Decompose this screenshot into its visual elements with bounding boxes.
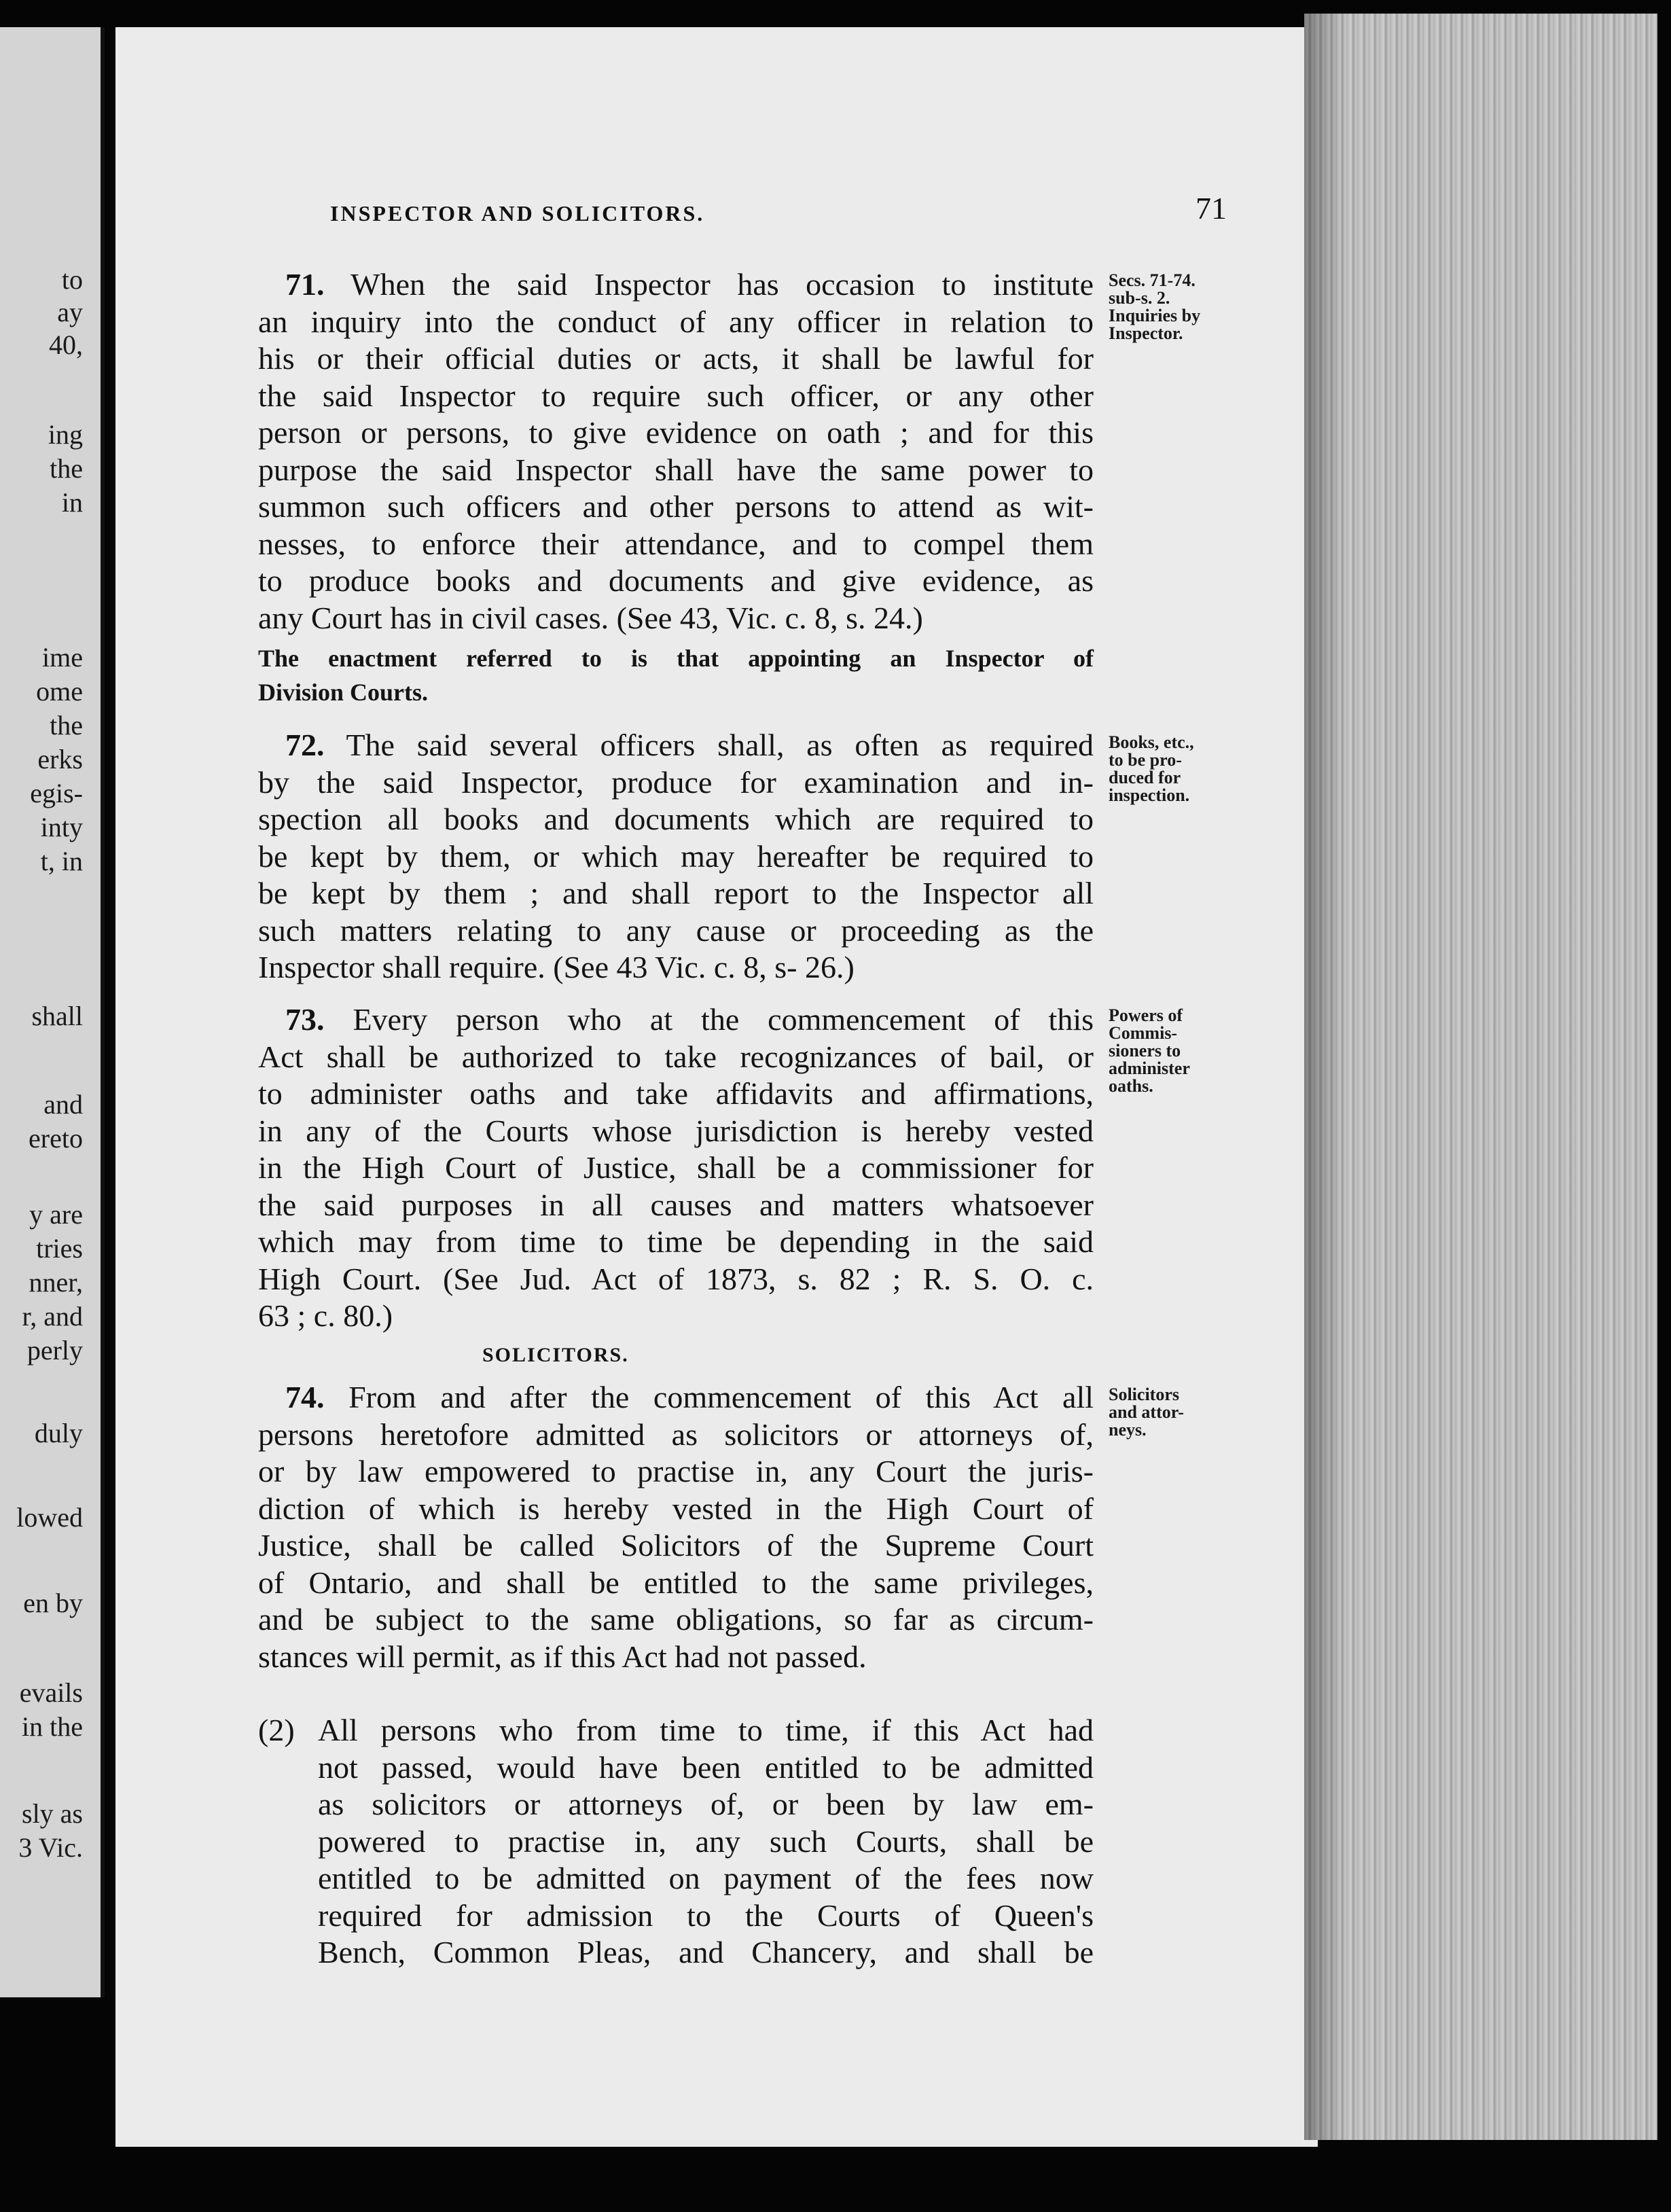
text-line: be kept by them, or which may hereafter be required to	[258, 838, 1094, 874]
text-line: persons heretofore admitted as solicitors or attorneys of,	[258, 1416, 1094, 1452]
left-page-fragment: r, and	[22, 1301, 83, 1332]
margin-note-line: to be pro-	[1109, 750, 1182, 770]
section-number: 71.	[285, 267, 325, 302]
section-number: 73.	[285, 1002, 325, 1037]
text-line: 63 ; c. 80.)	[258, 1298, 393, 1333]
text-line	[258, 1712, 1094, 1749]
left-page-fragment: tries	[36, 1233, 83, 1264]
text-line: summon such officers and other persons to attend as wit-	[258, 489, 1094, 524]
text-line: Bench, Common Pleas, and Chancery, and shall be	[318, 1935, 1094, 1969]
text-line: an inquiry into the conduct of any officer in relation to	[258, 304, 1094, 339]
margin-note-line: sioners to	[1109, 1041, 1181, 1060]
left-page-fragment: nner,	[29, 1267, 83, 1298]
margin-note-line: Books, etc.,	[1109, 732, 1194, 752]
left-page-fragment: in the	[22, 1711, 83, 1742]
text-line: stances will permit, as if this Act had not passed.	[258, 1639, 867, 1674]
note-line: Division Courts.	[258, 679, 429, 706]
text-line: required for admission to the Courts of Queen's	[318, 1897, 1094, 1933]
text-line: as solicitors or attorneys of, or been by law em-	[318, 1787, 1094, 1821]
text-line: by the said Inspector, produce for examination and in-	[258, 764, 1094, 800]
margin-note-line: Powers of	[1109, 1005, 1183, 1025]
left-page-fragment: the	[50, 453, 83, 484]
text-line: powered to practise in, any such Courts, shall be	[318, 1823, 1094, 1859]
text-line	[258, 727, 1094, 764]
margin-note-74	[1109, 1386, 1244, 1439]
text-line: spection all books and documents which are required to	[258, 802, 1094, 836]
text-line: Act shall be authorized to take recognizances of bail, or	[258, 1039, 1094, 1074]
left-page-fragment: erks	[37, 744, 83, 774]
margin-note-line: neys.	[1109, 1420, 1147, 1440]
margin-note-line: Inspector.	[1109, 323, 1183, 343]
text-line: which may from time to time be depending in the said	[258, 1224, 1094, 1259]
page-number: 71	[1196, 191, 1227, 226]
margin-note-line: oaths.	[1109, 1076, 1153, 1096]
subsection-number: (2)	[258, 1713, 295, 1747]
left-page-fragment: evails	[19, 1677, 83, 1708]
document-page	[115, 27, 1318, 2147]
left-page-fragment: to	[61, 264, 83, 295]
text-line: Justice, shall be called Solicitors of the Supreme Court	[258, 1528, 1094, 1563]
left-page-fragment: sly as	[22, 1798, 83, 1829]
left-page-fragment: 3 Vic.	[18, 1832, 83, 1863]
text-line-content: Every person who at the commencement of this	[353, 1002, 1094, 1037]
text-line-content: When the said Inspector has occasion to institute	[351, 267, 1094, 302]
text-line-content: The said several officers shall, as often as required	[346, 728, 1094, 762]
margin-note-line: and attor-	[1109, 1402, 1184, 1422]
left-page-fragment: perly	[26, 1335, 83, 1366]
text-line: nesses, to enforce their attendance, and to compel them	[258, 526, 1094, 561]
text-line	[258, 266, 1094, 304]
text-line: purpose the said Inspector shall have the same power to	[258, 452, 1094, 487]
text-line: diction of which is hereby vested in the High Court of	[258, 1491, 1094, 1526]
margin-note-line: Inquiries by	[1109, 306, 1201, 325]
text-line: Inspector shall require. (See 43 Vic. c. 8, s- 26.)	[258, 950, 855, 984]
note-line: The enactment referred to is that appointing an Inspector of	[258, 645, 1094, 672]
margin-note-73	[1109, 1007, 1244, 1095]
text-line: any Court has in civil cases. (See 43, Vic. c. 8, s. 24.)	[258, 600, 923, 635]
section-72	[258, 727, 1094, 986]
left-page-fragment: ay	[57, 297, 83, 327]
text-line: the said purposes in all causes and matters whatsoever	[258, 1187, 1094, 1222]
section-number: 74.	[285, 1380, 325, 1414]
text-line-content: All persons who from time to time, if this Act had	[318, 1713, 1094, 1747]
margin-note-line: inspection.	[1109, 785, 1190, 805]
text-line: be kept by them ; and shall report to the Inspector all	[258, 876, 1094, 910]
left-page-fragment: ereto	[29, 1123, 83, 1154]
left-page-fragment: the	[50, 710, 83, 741]
left-page-fragment: ing	[48, 419, 83, 450]
left-page-fragment: ome	[36, 676, 83, 707]
text-line: in any of the Courts whose jurisdiction is hereby vested	[258, 1113, 1094, 1148]
left-page-fragment: shall	[31, 1001, 83, 1031]
left-facing-page	[0, 27, 105, 1997]
left-page-fragment: lowed	[16, 1502, 83, 1533]
section-71	[258, 266, 1094, 637]
section-74	[258, 1379, 1094, 1675]
text-line: and be subject to the same obligations, so far as circum-	[258, 1602, 1094, 1637]
margin-note-line: sub-s. 2.	[1109, 288, 1170, 308]
text-line	[258, 1379, 1094, 1416]
left-page-fragment: inty	[40, 812, 83, 842]
left-page-fragment: and	[43, 1089, 83, 1120]
section-73	[258, 1001, 1094, 1335]
margin-note-line: Commis-	[1109, 1023, 1178, 1043]
text-line: the said Inspector to require such officer, or any other	[258, 378, 1094, 413]
page-edges	[1304, 14, 1657, 2140]
text-line: to administer oaths and take affidavits and affirmations,	[258, 1076, 1094, 1111]
text-line: entitled to be admitted on payment of the fees now	[318, 1861, 1094, 1895]
editorial-note-71	[258, 641, 1094, 709]
text-line: person or persons, to give evidence on oath ; and for this	[258, 415, 1094, 450]
section-number: 72.	[285, 728, 325, 762]
text-line: in the High Court of Justice, shall be a commissioner for	[258, 1150, 1094, 1185]
margin-note-line: Solicitors	[1109, 1385, 1179, 1404]
text-line: High Court. (See Jud. Act of 1873, s. 82 ; R. S. O. c.	[258, 1261, 1094, 1296]
text-line: not passed, would have been entitled to be admitted	[318, 1749, 1094, 1785]
margin-note-72	[1109, 734, 1244, 804]
left-page-fragment: duly	[34, 1418, 83, 1448]
text-line-content: From and after the commencement of this Act all	[348, 1380, 1094, 1414]
text-line: of Ontario, and shall be entitled to the same privileges,	[258, 1565, 1094, 1600]
margin-note-line: Secs. 71-74.	[1109, 270, 1196, 290]
text-line	[258, 1001, 1094, 1039]
text-line: or by law empowered to practise in, any Court the juris-	[258, 1454, 1094, 1488]
left-page-fragment: t, in	[40, 846, 83, 876]
left-page-fragment: y are	[29, 1199, 83, 1230]
text-line: his or their official duties or acts, it shall be lawful for	[258, 341, 1094, 376]
left-page-fragment: 40,	[49, 329, 83, 360]
margin-note-line: administer	[1109, 1058, 1190, 1078]
section-74-subsection-2	[258, 1712, 1094, 1972]
running-head: INSPECTOR AND SOLICITORS.	[330, 201, 705, 226]
left-page-fragment: en by	[23, 1588, 83, 1618]
margin-note-line: duced for	[1109, 768, 1181, 787]
margin-note-71	[1109, 272, 1244, 342]
text-line: such matters relating to any cause or proceeding as the	[258, 912, 1094, 948]
text-line: to produce books and documents and give evidence, as	[258, 563, 1094, 598]
left-page-fragment: egis-	[30, 778, 83, 808]
left-page-fragment: in	[61, 487, 83, 518]
heading-solicitors: SOLICITORS.	[482, 1344, 629, 1366]
left-page-fragment: ime	[42, 642, 83, 673]
